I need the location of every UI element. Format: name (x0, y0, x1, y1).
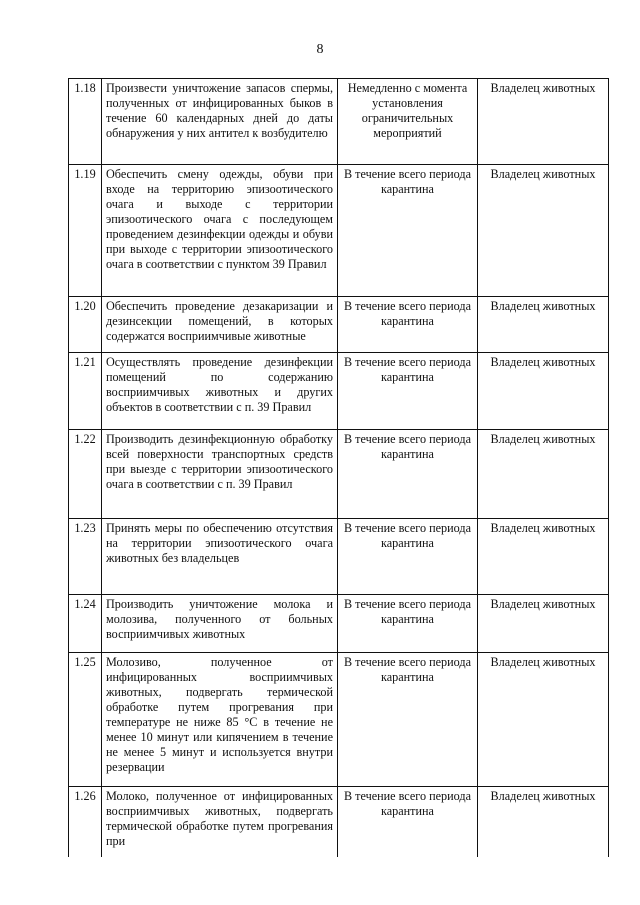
row-deadline: В течение всего периода карантина (338, 353, 478, 430)
row-deadline: В течение всего периода карантина (338, 519, 478, 595)
row-responsible: Владелец животных (478, 297, 609, 353)
row-action: Произвести уничтожение запасов спермы, полученных от инфицированных быков в течение 60 календарных дней до даты обнаружения у них антител к возбудителю (102, 79, 338, 165)
row-number: 1.25 (69, 653, 102, 787)
row-deadline: В течение всего периода карантина (338, 165, 478, 297)
row-number: 1.22 (69, 430, 102, 519)
row-action: Осуществлять проведение дезинфекции помещений по содержанию восприимчивых животных и других объектов в соответствии с п. 39 Правил (102, 353, 338, 430)
row-action: Производить уничтожение молока и молозива, полученного от больных восприимчивых животных (102, 595, 338, 653)
row-number: 1.24 (69, 595, 102, 653)
row-responsible: Владелец животных (478, 787, 609, 858)
row-number: 1.19 (69, 165, 102, 297)
row-number: 1.26 (69, 787, 102, 858)
row-deadline: В течение всего периода карантина (338, 297, 478, 353)
row-responsible: Владелец животных (478, 353, 609, 430)
table-row (69, 165, 609, 297)
table-row (69, 79, 609, 165)
row-deadline: В течение всего периода карантина (338, 787, 478, 858)
row-action: Обеспечить смену одежды, обуви при входе на территорию эпизоотического очага и выходе с территории эпизоотического очага с последующем проведением дезинфекции одежды и обуви при выходе с территории эпизоотического очага в соответствии с пунктом 39 Правил (102, 165, 338, 297)
table-row (69, 653, 609, 787)
row-deadline: В течение всего периода карантина (338, 595, 478, 653)
row-deadline: В течение всего периода карантина (338, 430, 478, 519)
row-number: 1.21 (69, 353, 102, 430)
table-row (69, 787, 609, 858)
table-row (69, 297, 609, 353)
row-number: 1.18 (69, 79, 102, 165)
row-action: Производить дезинфекционную обработку всей поверхности транспортных средств при выезде с территории эпизоотического очага в соответствии с п. 39 Правил (102, 430, 338, 519)
row-number: 1.20 (69, 297, 102, 353)
table-row (69, 519, 609, 595)
page-number: 8 (316, 42, 324, 57)
table-row (69, 595, 609, 653)
row-responsible: Владелец животных (478, 430, 609, 519)
row-deadline: Немедленно с момента установления ограничительных мероприятий (338, 79, 478, 165)
row-responsible: Владелец животных (478, 595, 609, 653)
row-action: Обеспечить проведение дезакаризации и дезинсекции помещений, в которых содержатся восприимчивые животные (102, 297, 338, 353)
table-row (69, 353, 609, 430)
row-responsible: Владелец животных (478, 79, 609, 165)
row-deadline: В течение всего периода карантина (338, 653, 478, 787)
row-responsible: Владелец животных (478, 519, 609, 595)
row-responsible: Владелец животных (478, 653, 609, 787)
row-number: 1.23 (69, 519, 102, 595)
row-action: Принять меры по обеспечению отсутствия на территории эпизоотического очага животных без владельцев (102, 519, 338, 595)
row-responsible: Владелец животных (478, 165, 609, 297)
measures-table (68, 78, 609, 857)
table-row (69, 430, 609, 519)
row-action: Молоко, полученное от инфицированных восприимчивых животных, подвергать термической обработке путем прогревания при (102, 787, 338, 858)
row-action: Молозиво, полученное от инфицированных восприимчивых животных, подвергать термической обработке путем прогревания при температуре не ниже 85 °С в течение не менее 10 минут или кипячением в течение не менее 5 минут и используется внутри резервации (102, 653, 338, 787)
